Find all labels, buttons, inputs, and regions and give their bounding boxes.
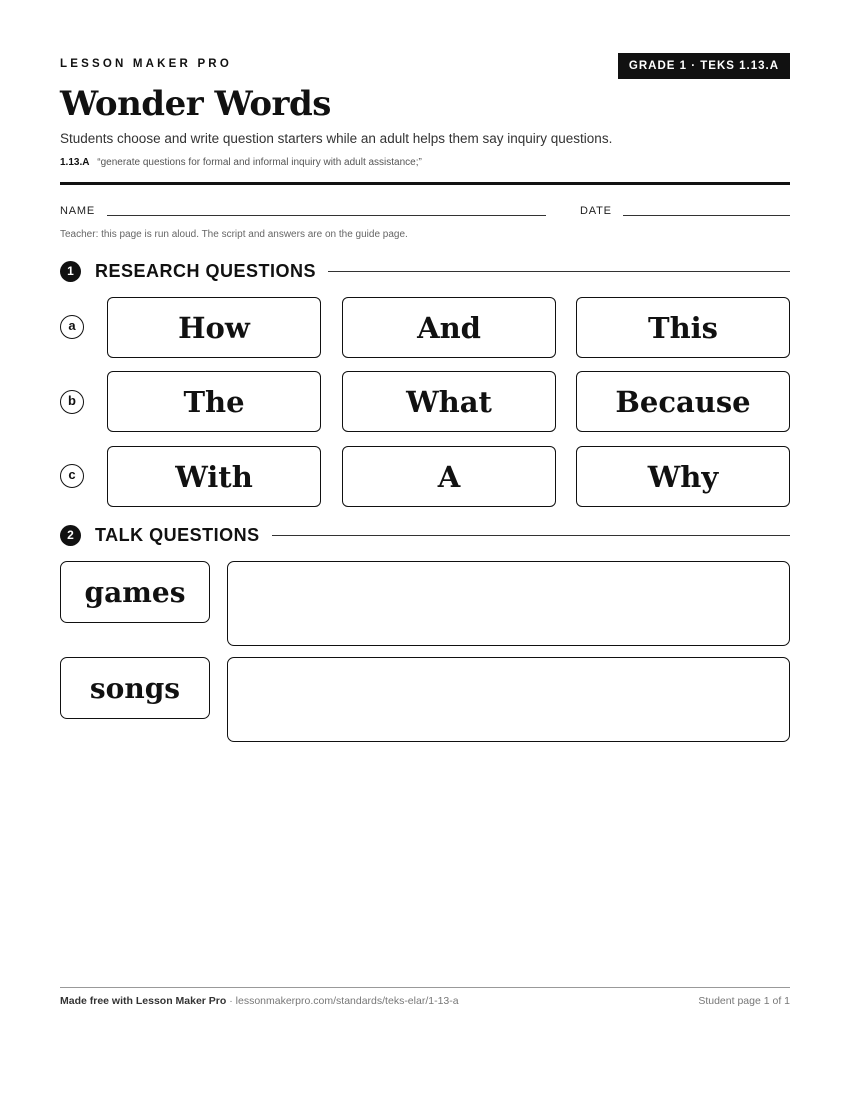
word-card[interactable]: And — [342, 297, 556, 358]
answer-box[interactable] — [227, 657, 790, 742]
standard-code: 1.13.A — [60, 157, 90, 168]
footer-credit — [60, 995, 459, 1007]
footer-divider — [60, 987, 790, 988]
footer-made-with: Made free with Lesson Maker Pro — [60, 995, 227, 1007]
page-title: Wonder Words — [60, 84, 331, 124]
section-title: TALK QUESTIONS — [95, 524, 272, 546]
section-title: RESEARCH QUESTIONS — [95, 260, 328, 282]
name-label: NAME — [60, 205, 95, 217]
header-divider — [60, 182, 790, 185]
word-card[interactable]: A — [342, 446, 556, 507]
brand-name: LESSON MAKER PRO — [60, 58, 232, 70]
talk-word: games — [60, 561, 210, 623]
word-card[interactable]: How — [107, 297, 321, 358]
section-talk-questions — [60, 524, 790, 546]
section-research-questions — [60, 260, 790, 282]
footer-separator: · — [226, 995, 236, 1007]
worksheet-page — [60, 0, 790, 1100]
section-number: 1 — [60, 261, 81, 282]
answer-box[interactable] — [227, 561, 790, 646]
row-letter-c: c — [60, 464, 84, 488]
talk-word: songs — [60, 657, 210, 719]
word-card[interactable]: What — [342, 371, 556, 432]
word-card[interactable]: With — [107, 446, 321, 507]
row-letter-a: a — [60, 315, 84, 339]
standard-text: “generate questions for formal and informal inquiry with adult assistance;” — [97, 157, 422, 168]
teacher-note: Teacher: this page is run aloud. The script and answers are on the guide page. — [60, 229, 408, 240]
grade-badge: GRADE 1 · TEKS 1.13.A — [618, 53, 790, 79]
word-card[interactable]: The — [107, 371, 321, 432]
footer-page-number: Student page 1 of 1 — [698, 995, 790, 1007]
date-field[interactable] — [623, 215, 790, 216]
section-number: 2 — [60, 525, 81, 546]
word-card[interactable]: Because — [576, 371, 790, 432]
date-label: DATE — [580, 205, 612, 217]
name-field[interactable] — [107, 215, 546, 216]
footer-url[interactable]: lessonmakerpro.com/standards/teks-elar/1-13-a — [235, 995, 459, 1007]
row-letter-b: b — [60, 390, 84, 414]
word-card[interactable]: This — [576, 297, 790, 358]
word-card[interactable]: Why — [576, 446, 790, 507]
page-subtitle: Students choose and write question starters while an adult helps them say inquiry questions. — [60, 131, 613, 146]
standard-line — [60, 157, 422, 168]
